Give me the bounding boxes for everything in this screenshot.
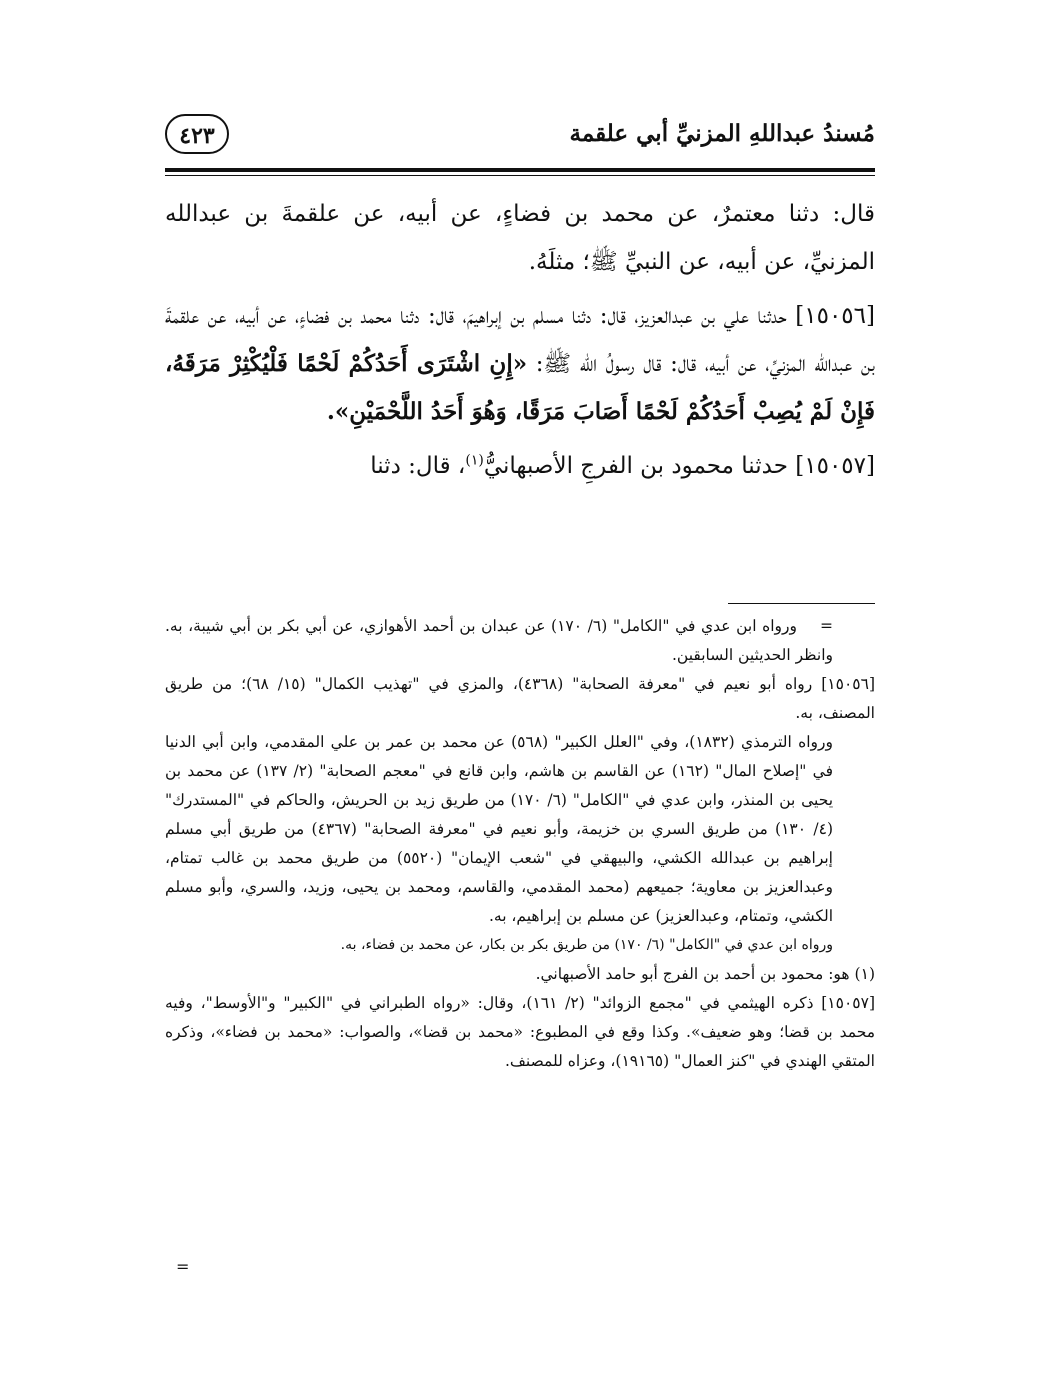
footnote-1 xyxy=(165,960,875,989)
footnote-separator xyxy=(728,603,875,604)
note-text: ورواه ابن عدي في "الكامل" (٦/ ١٧٠) عن عبدان بن أحمد الأهوازي، عن أبي بكر بن أبي شيبة، به. وانظر الحديثين السابقين. xyxy=(165,617,833,664)
footnotes xyxy=(165,612,875,1076)
hadith-number: [١٥٠٥٧] xyxy=(795,453,875,479)
note-text: ذكره الهيثمي في "مجمع الزوائد" (٢/ ١٦١)، وقال: «رواه الطبراني في "الكبير" و"الأوسط"، وفيه محمد بن قضا؛ وهو ضعيف». وكذا وقع في المطبوع: «محمد بن قضا»، والصواب: «محمد بن فضاء»، وذكره المتقي الهندي في "كنز العمال" (١٩١٦٥)، وعزاه للمصنف. xyxy=(165,994,875,1070)
hadith-number: [١٥٠٥٦] xyxy=(795,303,876,329)
hadith-15056 xyxy=(165,292,875,436)
note-15056 xyxy=(165,670,875,728)
note-text: رواه أبو نعيم في "معرفة الصحابة" (٤٣٦٨)، والمزي في "تهذيب الكمال" (١٥/ ٦٨)؛ من طريق المصنف، به. xyxy=(165,675,875,722)
note-15056-part3: ورواه ابن عدي في "الكامل" (٦/ ١٧٠) من طريق بكر بن بكار، عن محمد بن فضاء، به. xyxy=(340,937,833,953)
running-title: مُسندُ عبداللهِ المزنيِّ أبي علقمة xyxy=(569,120,875,147)
main-text xyxy=(165,190,875,496)
header-rule-thin xyxy=(165,175,875,176)
note-continued xyxy=(165,612,875,670)
note-15057 xyxy=(165,989,875,1076)
hadith-isnad: حدثنا علي بن عبدالعزيز، قال: دثنا مسلم بن إبراهيمَ، قال: دثنا محمد بن فضاءٍ، عن أبيه، عن علقمةَ بن عبدالله المزنيِّ، عن أبيه، قال: قال رسولُ الله ﷺ: xyxy=(165,303,875,377)
continues-mark: = xyxy=(176,1257,190,1276)
hadith-isnad: حدثنا محمود بن الفرجِ الأصبهانيُّ xyxy=(483,453,788,479)
hadith-matn: «إِنِ اشْتَرَى أَحَدُكُمْ لَحْمًا فَلْيُكْثِرْ مَرَقَهُ، فَإِنْ لَمْ يُصِبْ أَحَدُكُمْ لَحْمًا أَصَابَ مَرَقًا، وَهُوَ أَحَدُ اللَّحْمَيْنِ». xyxy=(165,350,875,425)
note-15056-part2: ورواه الترمذي (١٨٣٢)، وفي "العلل الكبير" (٥٦٨) عن محمد بن عمر بن علي المقدمي، وابن أبي الدنيا في "إصلاح المال" (١٦٢) عن القاسم بن هاشم، وابن قانع في "معجم الصحابة" (٢/ ١٣٧) عن محمد بن يحيى بن المنذر، وابن عدي في "الكامل" (٦/ ١٧٠) من طريق زيد بن الحريش، والحاكم في "المستدرك" (٤/ ١٣٠) من طريق السري بن خزيمة، وأبو نعيم في "معرفة الصحابة" (٤٣٦٧) من طريق أبي مسلم إبراهيم بن عبدالله الكشي، والبيهقي في "شعب الإيمان" (٥٥٢٠) من طريق محمد بن غالب تمتام، وعبدالعزيز بن معاوية؛ جميعهم (محمد المقدمي، والقاسم، ومحمد بن يحيى، وزيد، والسري، وأبو مسلم الكشي، وتمتام، وعبدالعزيز) عن مسلم بن إبراهيم، به. xyxy=(165,733,834,925)
footnote-marker: (١) xyxy=(854,965,875,983)
note-text: هو: محمود بن أحمد بن الفرج أبو حامد الأصبهاني. xyxy=(535,965,850,983)
footnote-reference[interactable]: (١) xyxy=(465,452,484,469)
continuation-mark: = xyxy=(819,617,833,635)
header-rule-thick xyxy=(165,168,875,172)
hadith-15057 xyxy=(165,442,875,490)
hadith-isnad-tail: ، قال: دثنا xyxy=(370,453,466,479)
paragraph-continuation: قال: دثنا معتمرٌ، عن محمد بن فضاءٍ، عن أبيه، عن علقمةَ بن عبدالله المزنيِّ، عن أبيه، عن النبيِّ ﷺ؛ مثلَهُ. xyxy=(165,201,875,275)
note-number: [١٥٠٥٧] xyxy=(821,994,875,1012)
page-header xyxy=(165,112,875,164)
note-number: [١٥٠٥٦] xyxy=(821,675,875,693)
page-number-badge: ٤٢٣ xyxy=(165,114,229,154)
